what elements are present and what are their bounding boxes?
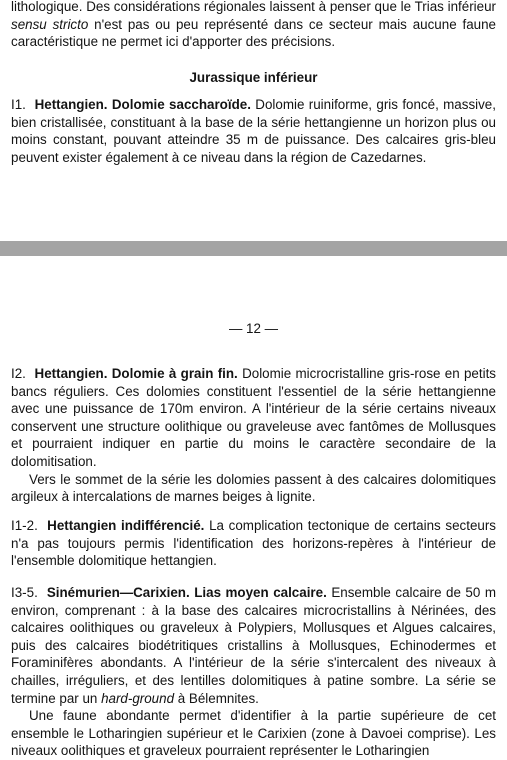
- unit-title: Hettangien. Dolomie saccharoïde.: [34, 97, 251, 112]
- unit-text: Ensemble calcaire de 50 m environ, comprenant : à la base des calcaires microcristallins à Nérinées, des calcaires oolithiques ou graveleux à Polypiers, Mollusques et Algues calcaires, puis des calcaires biodétritiques cristallins à Mollusques, Echinodermes et Foraminifères abondants. A l'intérieur de la série s'intercalent des niveaux à chailles, irréguliers, et des lentilles dolomitiques à patine sombre. La série se termine par un: [11, 585, 496, 706]
- paragraph-i2: [11, 365, 496, 506]
- text-fragment: lithologique. Des considérations régionales laissent à penser que le Trias inférieur: [11, 0, 496, 14]
- unit-text: à Bélemnites.: [174, 690, 259, 706]
- paragraph-i12: [11, 517, 496, 570]
- unit-code: I2.: [11, 366, 26, 381]
- unit-code: I1.: [11, 97, 26, 112]
- text-fragment: n'est pas ou peu représenté dans ce secteur mais aucune faune caractéristique ne permet ici d'apporter des précisions.: [11, 16, 496, 50]
- unit-text: Dolomie microcristalline gris-rose en petits bancs réguliers. Ces dolomies constituent l'essentiel de la série hettangienne avec une puissance de 170m environ. A l'intérieur de la série certains niveaux conservent une structure oolithique ou graveleuse avec fantômes de Mollusques et pourraient indiquer en partie du moins le caractère secondaire de la dolomitisation.: [11, 366, 496, 469]
- paragraph-i35: [11, 584, 496, 760]
- unit-text-2: Une faune abondante permet d'identifier à la partie supérieure de cet ensemble le Lotharingien supérieur et le Carixien (zone à Davoei comprise). Les niveaux oolithiques et graveleux pourraient représenter le Lotharingien: [11, 708, 496, 759]
- unit-title: Sinémurien—Carixien. Lias moyen calcaire.: [46, 585, 327, 600]
- italic-term: sensu stricto: [11, 16, 89, 32]
- unit-title: Hettangien. Dolomie à grain fin.: [34, 366, 238, 381]
- unit-title: Hettangien indifférencié.: [47, 518, 205, 533]
- italic-term: hard-ground: [101, 690, 175, 706]
- page-number: — 12 —: [228, 321, 279, 336]
- unit-text-2: Vers le sommet de la série les dolomies passent à des calcaires dolomitiques argileux à intercalations de marnes beiges à lignite.: [11, 471, 496, 505]
- unit-text: Dolomie ruiniforme, gris foncé, massive, bien cristallisée, constituant à la base de la série hettangienne un horizon plus ou moins constant, pouvant atteindre 35 m de puissance. Des calcaires gris-bleu peuvent exister également à ce niveau dans la région de Cazedarnes.: [11, 97, 496, 165]
- unit-code: I3-5.: [11, 585, 38, 600]
- paragraph-trias: [11, 0, 496, 51]
- paragraph-i1: [11, 96, 496, 166]
- page-separator: [0, 241, 507, 256]
- unit-code: I1-2.: [11, 518, 38, 533]
- unit-text: La complication tectonique de certains secteurs n'a pas toujours permis l'identification des horizons-repères à l'intérieur de l'ensemble dolomitique hettangien.: [11, 518, 496, 569]
- section-title: Jurassique inférieur: [189, 70, 318, 85]
